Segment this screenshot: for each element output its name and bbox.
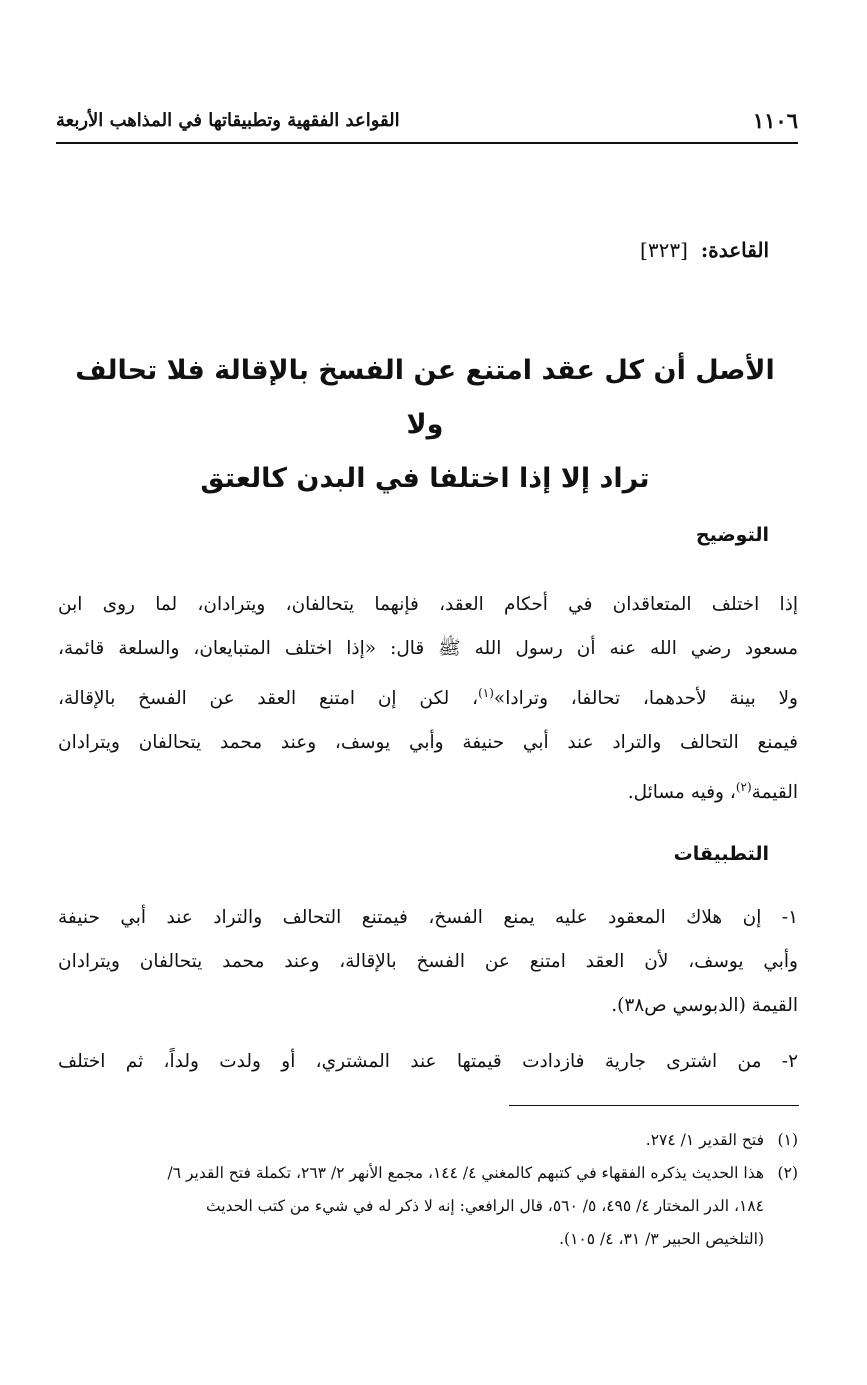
paragraph-line xyxy=(58,765,798,815)
header-divider xyxy=(56,142,798,144)
application-item-2 xyxy=(58,1040,798,1084)
paragraph-text: القيمة xyxy=(751,782,798,804)
rule-number: [٣٢٣] xyxy=(640,238,688,262)
footnote-divider xyxy=(509,1105,799,1106)
applications-title: التطبيقات xyxy=(673,843,769,865)
rule-label: القاعدة: xyxy=(700,238,769,262)
paragraph-text: ، وفيه مسائل. xyxy=(627,782,736,804)
paragraph-line: القيمة (الدبوسي ص٣٨). xyxy=(611,995,798,1016)
paragraph-text: ولا بينة لأحدهما، تحالفا، وترادا» xyxy=(493,688,798,710)
footnote-1 xyxy=(60,1124,798,1157)
page-header xyxy=(56,108,798,138)
application-item-1 xyxy=(58,896,798,1028)
explanation-paragraph xyxy=(58,583,798,815)
footnote-ref-2[interactable]: (٢) xyxy=(735,780,752,795)
paragraph-line: فيمنع التحالف والتراد عند أبي حنيفة وأبي يوسف، وعند محمد يتحالفان ويترادان xyxy=(58,732,798,754)
paragraph-line: وأبي يوسف، لأن العقد امتنع عن الفسخ بالإقالة، وعند محمد يتحالفان ويترادان xyxy=(58,951,798,972)
rule-line: تراد إلا إذا اختلفا في البدن كالعتق xyxy=(200,463,650,494)
footnote-line xyxy=(60,1124,798,1157)
paragraph-line: إذا اختلف المتعاقدان في أحكام العقد، فإنهما يتحالفان، ويترادان، لما روى ابن xyxy=(58,594,798,615)
footnote-line: ١٨٤، الدر المختار ٤/ ٤٩٥، ٥/ ٥٦٠، قال الرافعي: إنه لا ذكر له في شيء من كتب الحديث xyxy=(206,1197,764,1215)
rule-line: الأصل أن كل عقد امتنع عن الفسخ بالإقالة فلا تحالف ولا xyxy=(75,355,775,440)
paragraph-line: ١- إن هلاك المعقود عليه يمنع الفسخ، فيمتنع التحالف والتراد عند أبي حنيفة xyxy=(58,907,798,928)
rule-statement xyxy=(60,344,790,506)
footnote-text: هذا الحديث يذكره الفقهاء في كتبهم كالمغني ٤/ ١٤٤، مجمع الأنهر ٢/ ٢٦٣، تكملة فتح القدير ٦/ xyxy=(167,1164,764,1182)
footnotes xyxy=(60,1124,798,1256)
paragraph-line: مسعود رضي الله عنه أن رسول الله ﷺ قال: «إذا اختلف المتبايعان، والسلعة قائمة، xyxy=(58,638,798,659)
footnote-ref-1[interactable]: (١) xyxy=(478,686,494,700)
footnote-text: فتح القدير ١/ ٢٧٤. xyxy=(645,1131,764,1149)
footnote-2 xyxy=(60,1157,798,1256)
page-number: ١١٠٦ xyxy=(752,108,798,133)
footnote-line xyxy=(60,1157,798,1190)
paragraph-line: ٢- من اشترى جارية فازدادت قيمتها عند المشتري، أو ولدت ولداً، ثم اختلف xyxy=(58,1051,798,1072)
footnote-line: (التلخيص الحبير ٣/ ٣١، ٤/ ١٠٥). xyxy=(559,1230,764,1248)
rule-heading xyxy=(640,238,769,262)
footnote-number: (٢) xyxy=(777,1164,798,1182)
paragraph-line xyxy=(58,671,798,721)
paragraph-text: ، لكن إن امتنع العقد عن الفسخ بالإقالة، xyxy=(58,688,479,710)
running-title: القواعد الفقهية وتطبيقاتها في المذاهب الأربعة xyxy=(56,110,400,131)
footnote-number: (١) xyxy=(777,1131,798,1149)
explanation-title: التوضيح xyxy=(695,524,769,546)
